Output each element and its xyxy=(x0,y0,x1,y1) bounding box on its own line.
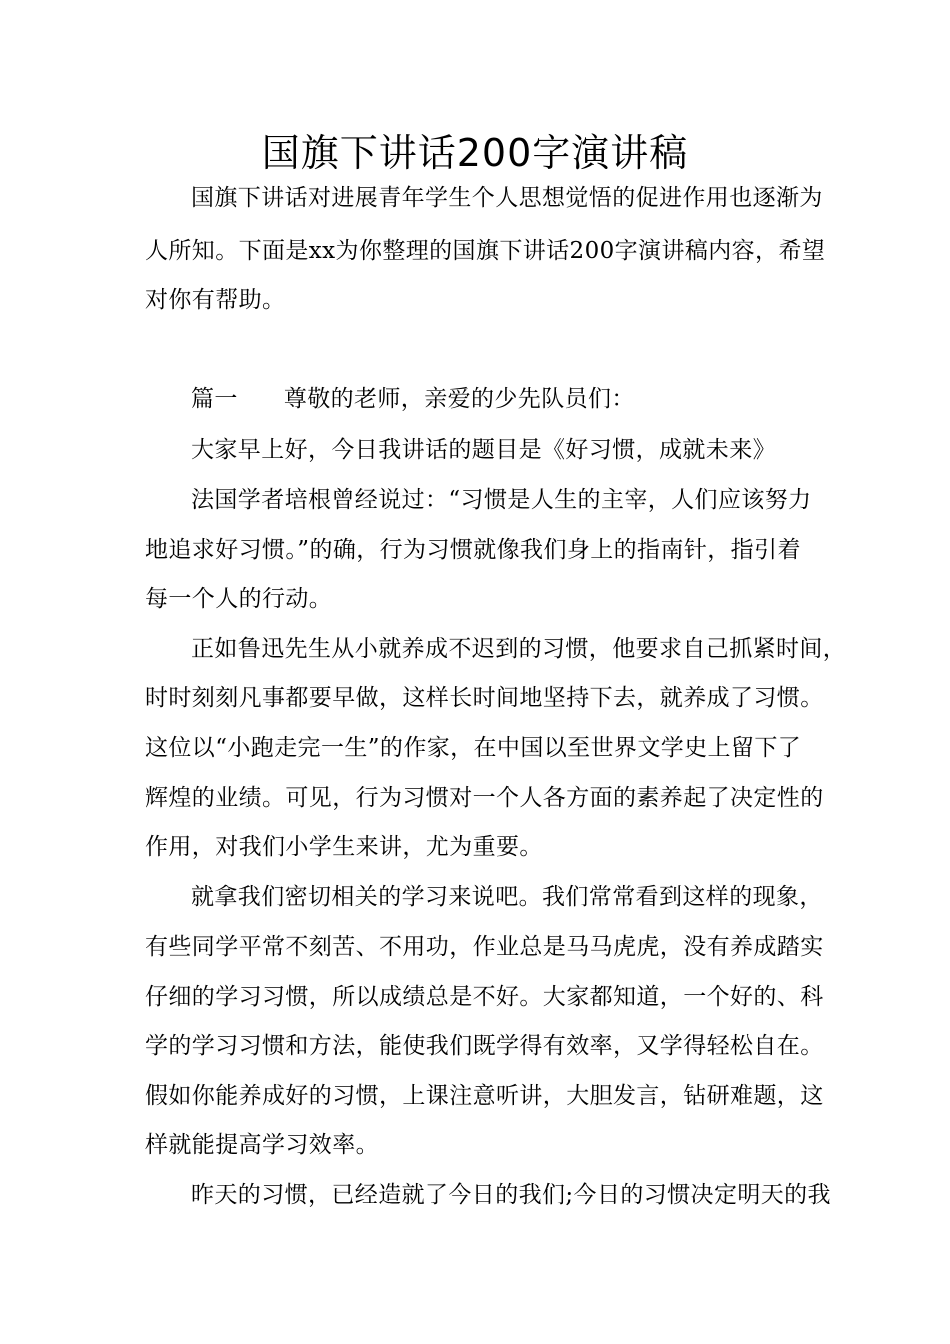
paragraph-4-line-5: 假如你能养成好的习惯，上课注意听讲，大胆发言，钻研难题，这 xyxy=(145,1083,824,1109)
paragraph-3-line-4: 辉煌的业绩。可见，行为习惯对一个人各方面的素养起了决定性的 xyxy=(145,785,824,811)
intro-line-1: 国旗下讲话对进展青年学生个人思想觉悟的促进作用也逐渐为 xyxy=(191,185,823,211)
paragraph-2-line-2: 地追求好习惯。”的确，行为习惯就像我们身上的指南针，指引着 xyxy=(145,537,801,563)
paragraph-3-line-5: 作用，对我们小学生来讲，尤为重要。 xyxy=(145,834,543,860)
intro-line-2: 人所知。下面是xx为你整理的国旗下讲话200字演讲稿内容，希望 xyxy=(145,238,826,264)
paragraph-4-line-6: 样就能提高学习效率。 xyxy=(145,1132,379,1158)
paragraph-3-line-3: 这位以“小跑走完一生”的作家，在中国以至世界文学史上留下了 xyxy=(145,735,802,761)
salutation: 尊敬的老师，亲爱的少先队员们： xyxy=(283,386,635,412)
paragraph-4-line-4: 学的学习习惯和方法，能使我们既学得有效率，又学得轻松自在。 xyxy=(145,1033,824,1059)
paragraph-1-line-1: 大家早上好，今日我讲话的题目是《好习惯，成就未来》 xyxy=(191,437,776,463)
intro-line-3: 对你有帮助。 xyxy=(145,287,286,313)
paragraph-4-line-2: 有些同学平常不刻苦、不用功，作业总是马马虎虎，没有养成踏实 xyxy=(145,934,824,960)
paragraph-3-line-2: 时时刻刻凡事都要早做，这样长时间地坚持下去，就养成了习惯。 xyxy=(145,685,824,711)
paragraph-4-line-3: 仔细的学习习惯，所以成绩总是不好。大家都知道，一个好的、科 xyxy=(145,984,824,1010)
section-label: 篇一 xyxy=(191,386,238,412)
paragraph-3-line-1: 正如鲁迅先生从小就养成不迟到的习惯，他要求自己抓紧时间， xyxy=(191,636,847,662)
section-heading xyxy=(191,384,635,414)
paragraph-2-line-3: 每一个人的行动。 xyxy=(145,586,333,612)
paragraph-4-line-1: 就拿我们密切相关的学习来说吧。我们常常看到这样的现象， xyxy=(191,884,823,910)
document-title: 国旗下讲话200字演讲稿 xyxy=(261,131,689,175)
paragraph-2-line-1: 法国学者培根曾经说过：“习惯是人生的主宰，人们应该努力 xyxy=(191,487,812,513)
paragraph-5-line-1: 昨天的习惯，已经造就了今日的我们;今日的习惯决定明天的我 xyxy=(191,1182,831,1208)
